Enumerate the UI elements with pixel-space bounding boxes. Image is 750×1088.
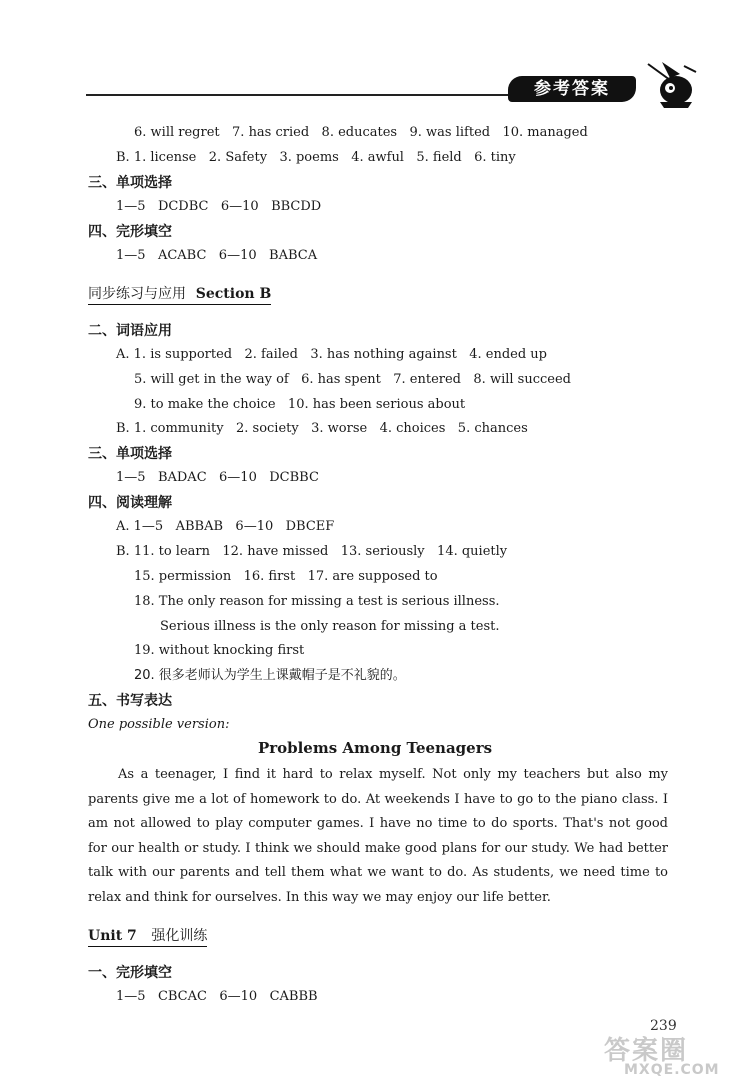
section-title-cn: 强化训练 — [151, 928, 208, 944]
answer-line: 1—5 BADAC 6—10 DCBBC — [116, 470, 319, 485]
watermark-url: MXQE.COM — [624, 1062, 720, 1078]
section-heading: 三、单项选择 — [88, 175, 172, 191]
section-heading: 五、书写表达 — [88, 693, 172, 709]
answer-line: B. 1. community 2. society 3. worse 4. choices 5. chances — [116, 421, 528, 436]
essay-title: Problems Among Teenagers — [257, 739, 493, 757]
answer-line: A. 1. is supported 2. failed 3. has nothing against 4. ended up — [116, 347, 547, 362]
answer-line: 15. permission 16. first 17. are supposed to — [134, 569, 438, 584]
section-heading: 四、阅读理解 — [88, 495, 172, 511]
answer-line: 6. will regret 7. has cried 8. educates 9. was lifted 10. managed — [134, 125, 588, 140]
answer-line: Serious illness is the only reason for missing a test. — [160, 619, 500, 634]
version-label: One possible version: — [88, 717, 230, 732]
answer-line: B. 1. license 2. Safety 3. poems 4. awful 5. field 6. tiny — [116, 150, 516, 165]
answer-line: 19. without knocking first — [134, 643, 305, 658]
graduate-mascot-icon — [640, 58, 700, 110]
section-title-cn: 同步练习与应用 — [88, 286, 186, 302]
watermark-logo — [598, 1030, 738, 1078]
section-title-en: Unit 7 — [88, 928, 137, 944]
header-rule — [86, 94, 516, 96]
answer-line: 9. to make the choice 10. has been serious about — [134, 397, 466, 412]
section-title-section-b — [88, 285, 271, 305]
page-number: 239 — [650, 1018, 677, 1034]
answer-line: B. 11. to learn 12. have missed 13. seriously 14. quietly — [116, 544, 508, 559]
section-heading: 一、完形填空 — [88, 965, 172, 981]
answer-line: 18. The only reason for missing a test is serious illness. — [134, 594, 500, 609]
section-title-unit7 — [88, 927, 207, 947]
answer-line: 1—5 ACABC 6—10 BABCA — [116, 248, 318, 263]
answer-line: 1—5 CBCAC 6—10 CABBB — [116, 989, 318, 1004]
section-heading: 二、词语应用 — [88, 323, 172, 339]
watermark-text: 答案圈 — [604, 1036, 689, 1066]
answer-line-chinese: 20. 很多老师认为学生上课戴帽子是不礼貌的。 — [134, 668, 406, 683]
section-title-en: Section B — [195, 286, 272, 302]
answer-line: A. 1—5 ABBAB 6—10 DBCEF — [116, 519, 335, 534]
header-answer-tab: 参考答案 — [508, 76, 636, 102]
essay-body: As a teenager, I find it hard to relax myself. Not only my teachers but also my parents give me a lot of homework to do. At weekends I have to go to the piano class. I am not allowed to play computer games. I have no time to do sports. That's not good for our health or study. I think we should make good plans for our study. We had better talk with our parents and tell them what we want to do. As students, we need time to relax and think for ourselves. In this way we may enjoy our life better. — [88, 767, 668, 905]
answer-line: 1—5 DCDBC 6—10 BBCDD — [116, 199, 322, 214]
section-heading: 三、单项选择 — [88, 446, 172, 462]
answer-line: 5. will get in the way of 6. has spent 7. entered 8. will succeed — [134, 372, 571, 387]
section-heading: 四、完形填空 — [88, 224, 172, 240]
